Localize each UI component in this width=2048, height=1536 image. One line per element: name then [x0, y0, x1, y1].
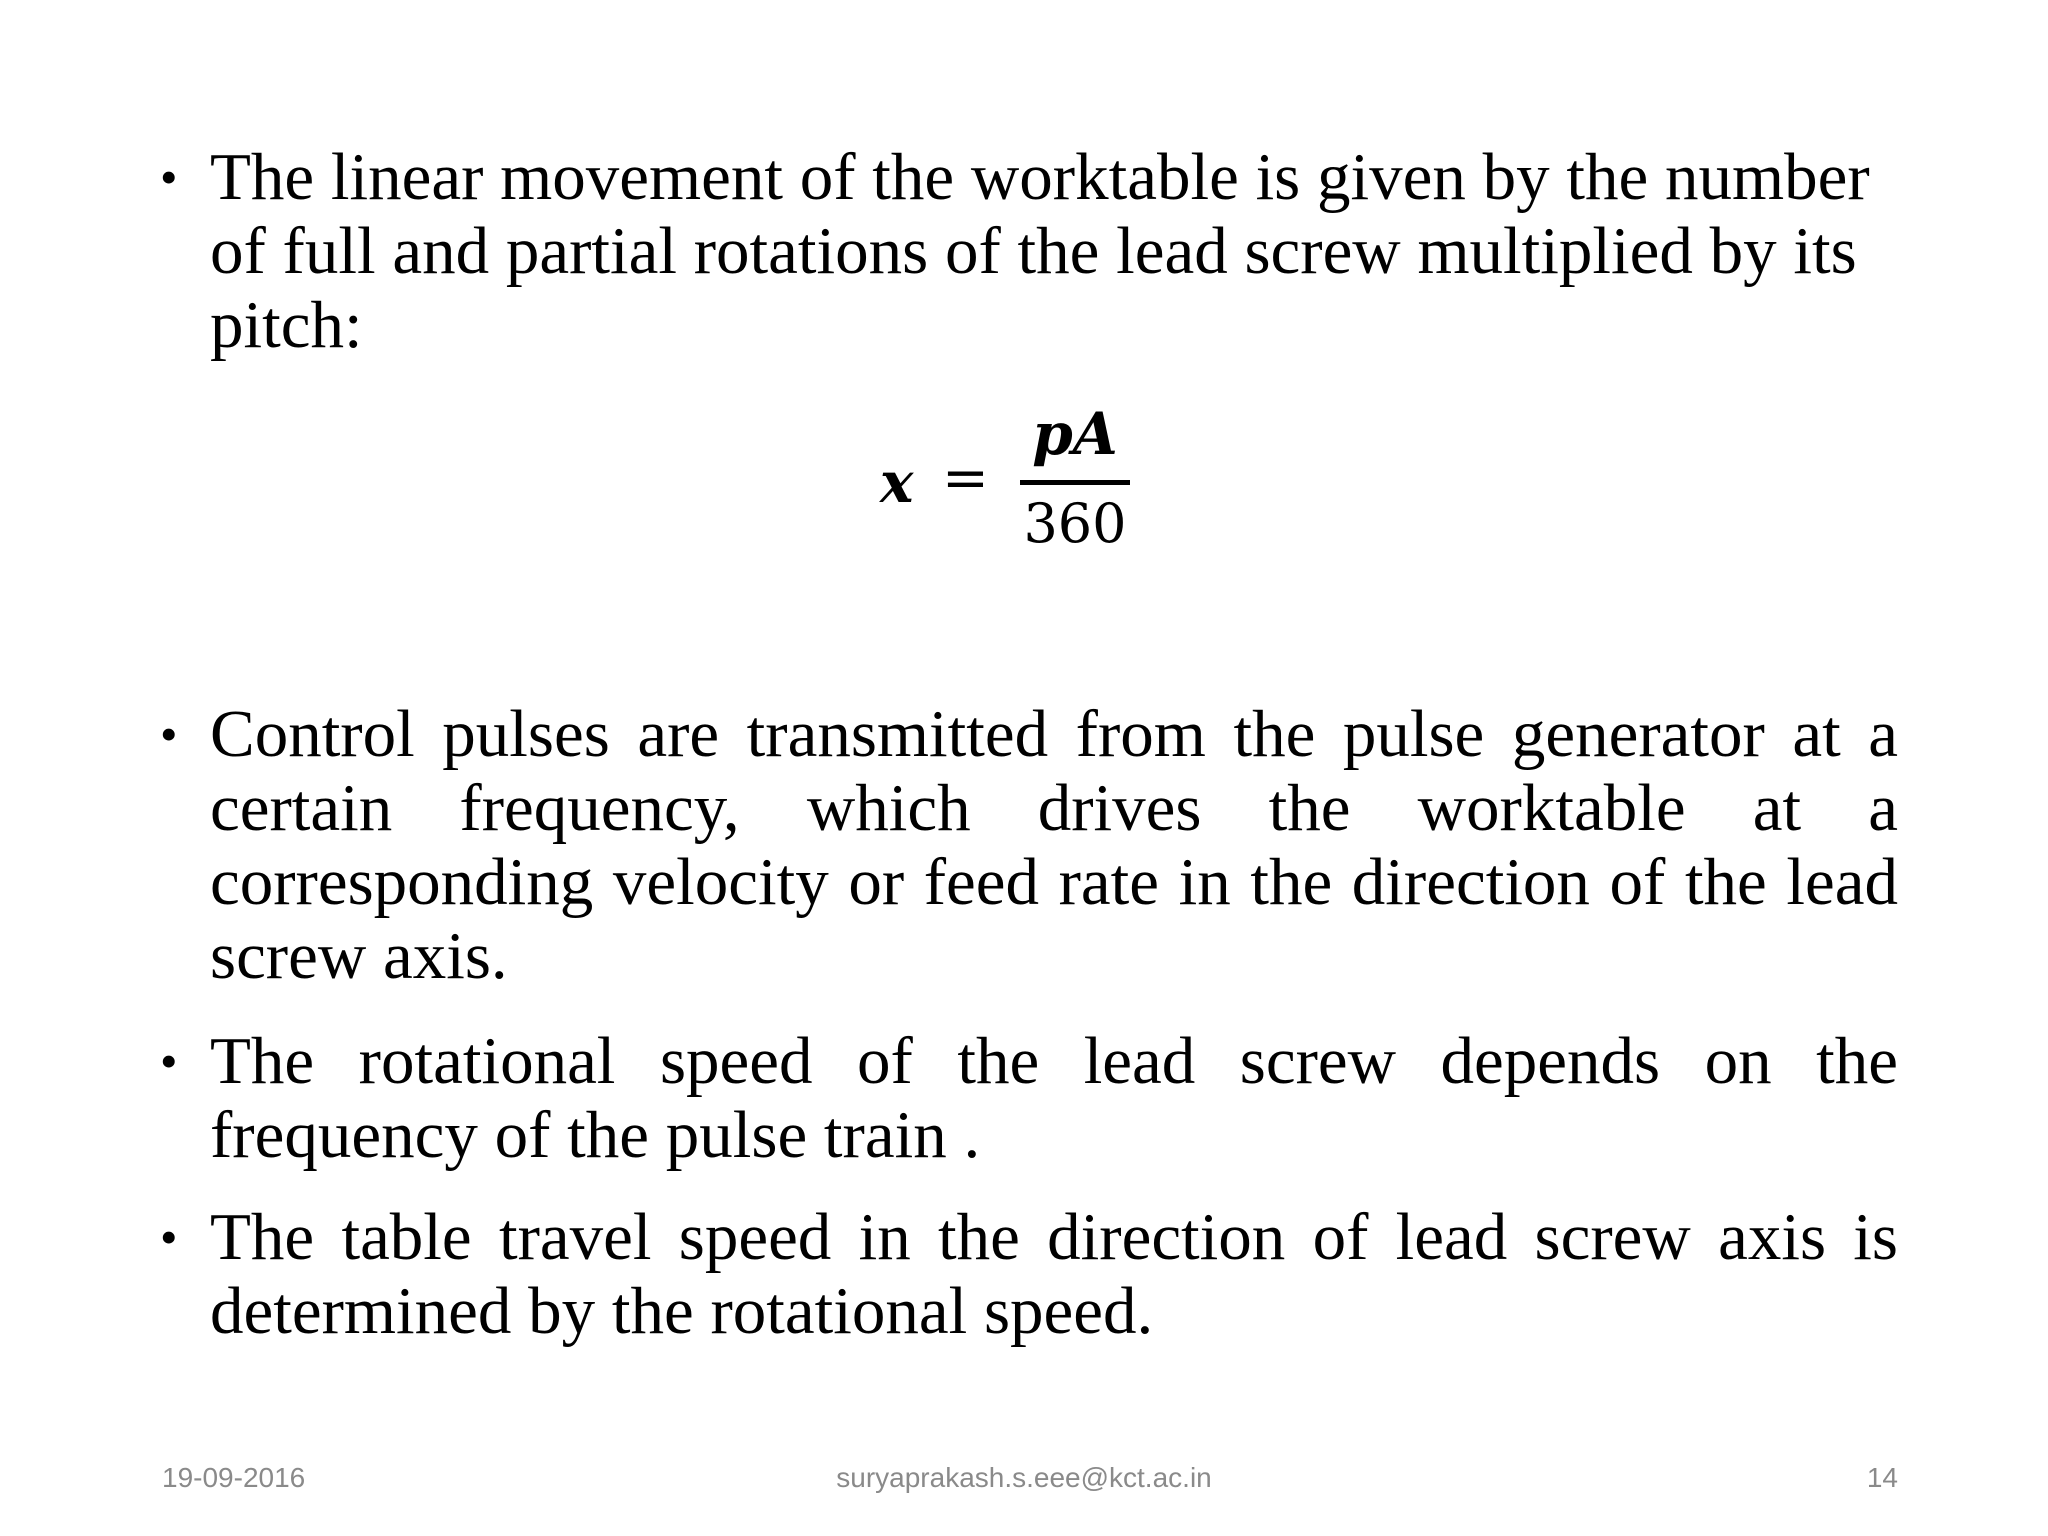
- fraction-bar: [1020, 480, 1130, 485]
- formula-x-equals-pa-over-360: [870, 400, 1130, 570]
- bullet-dot: •: [160, 1033, 178, 1089]
- footer-page-number: 14: [1866, 1462, 1898, 1493]
- bullet-text: The linear movement of the worktable is given by the number of full and partial rotations of the lead screw multiplied by its pitch:: [210, 140, 1870, 362]
- bullet-control-pulses: [160, 697, 1898, 993]
- formula-numerator: pA: [1032, 400, 1118, 468]
- bullet-text: The rotational speed of the lead screw depends on the frequency of the pulse train .: [210, 1024, 1898, 1172]
- bullet-text: The table travel speed in the direction of lead screw axis is determined by the rotational speed.: [210, 1200, 1898, 1348]
- bullet-dot: •: [160, 1209, 178, 1265]
- formula-equals: =: [942, 446, 989, 511]
- footer-date: 19-09-2016: [162, 1462, 306, 1493]
- formula-lhs: x: [880, 450, 914, 516]
- formula-denominator: 360: [1023, 492, 1127, 555]
- bullet-text: Control pulses are transmitted from the pulse generator at a certain frequency, which drives the worktable at a corresponding velocity or feed rate in the direction of the lead screw axis.: [210, 697, 1898, 993]
- bullet-dot: •: [160, 149, 178, 205]
- footer-email: suryaprakash.s.eee@kct.ac.in: [836, 1462, 1212, 1493]
- bullet-dot: •: [160, 706, 178, 762]
- bullet-rotational-speed: [160, 1024, 1898, 1172]
- bullet-table-travel-speed: [160, 1200, 1898, 1348]
- bullet-linear-movement: [160, 140, 1898, 362]
